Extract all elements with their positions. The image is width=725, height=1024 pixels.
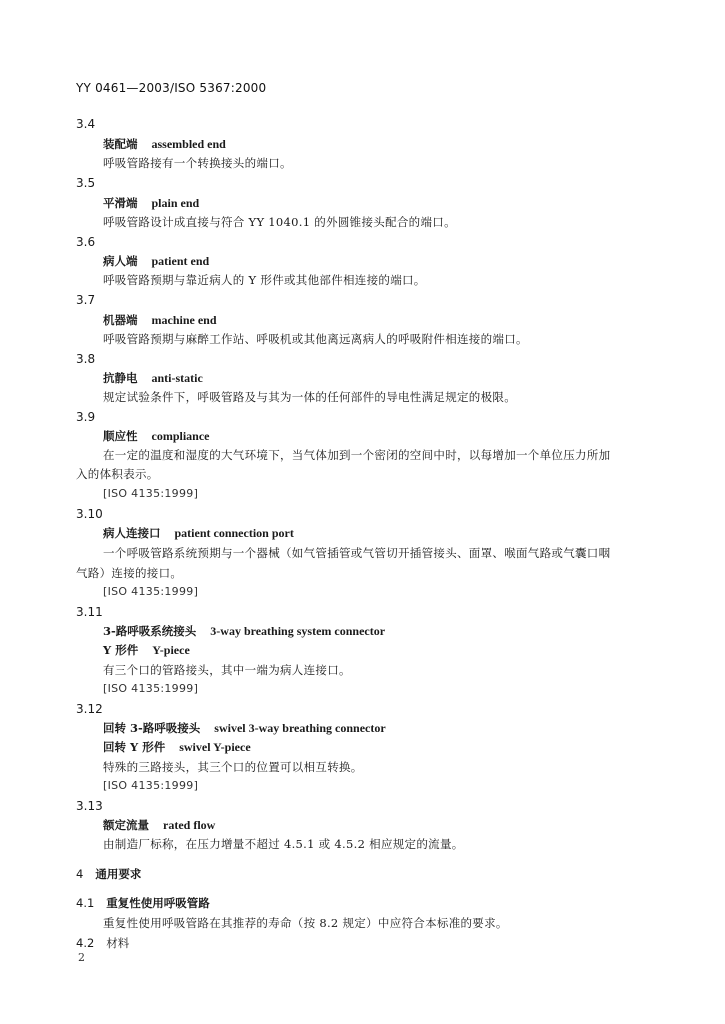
term-heading: [103, 818, 215, 832]
term-en: rated flow: [163, 818, 216, 832]
section-number: 4: [76, 867, 84, 881]
term-zh-alt: Y 形件: [103, 643, 139, 657]
term-heading-alt: [103, 740, 251, 754]
clause-number: 3.11: [76, 605, 103, 619]
standard-header: YY 0461—2003/ISO 5367:2000: [76, 81, 267, 95]
term-heading-alt: [103, 643, 190, 657]
section-number: 4.1: [76, 896, 95, 910]
section-title: 材料: [106, 936, 130, 950]
clause-number: 3.6: [76, 235, 96, 249]
term-heading: [103, 137, 226, 151]
term-heading: [103, 371, 203, 385]
term-zh: 回转 3-路呼吸接头: [103, 721, 201, 735]
source-reference: [ISO 4135:1999]: [103, 487, 199, 500]
term-en-alt: swivel Y-piece: [179, 740, 251, 754]
term-heading: [103, 429, 210, 443]
term-definition: 呼吸管路设计成直接与符合 YY 1040.1 的外圆锥接头配合的端口。: [103, 215, 456, 229]
term-en: patient end: [151, 254, 210, 268]
term-heading: [103, 196, 199, 210]
clause-number: 3.4: [76, 117, 96, 131]
page-number: 2: [78, 951, 85, 964]
term-definition-continued: 气路）连接的接口。: [76, 566, 183, 580]
subsection-heading: [76, 896, 210, 910]
term-en: swivel 3-way breathing connector: [214, 721, 386, 735]
source-reference: [ISO 4135:1999]: [103, 585, 199, 598]
term-zh: 机器端: [103, 313, 138, 327]
term-definition: 呼吸管路预期与麻醉工作站、呼吸机或其他离远离病人的呼吸附件相连接的端口。: [103, 332, 528, 346]
term-en: 3-way breathing system connector: [210, 624, 386, 638]
term-heading: [103, 624, 385, 638]
term-definition: 呼吸管路接有一个转换接头的端口。: [103, 156, 292, 170]
section-title: 通用要求: [95, 867, 142, 881]
term-zh: 病人连接口: [103, 526, 161, 540]
term-definition: 规定试验条件下，呼吸管路及与其为一体的任何部件的导电性满足规定的极限。: [103, 390, 516, 404]
clause-number: 3.10: [76, 507, 103, 521]
section-number: 4.2: [76, 936, 95, 950]
clause-number: 3.9: [76, 410, 96, 424]
term-definition: 特殊的三路接头，其三个口的位置可以相互转换。: [103, 760, 363, 774]
term-definition: 在一定的温度和湿度的大气环境下，当气体加到一个密闭的空间中时，以每增加一个单位压力所加: [103, 448, 611, 462]
section-heading: [76, 867, 141, 881]
term-en: plain end: [151, 196, 200, 210]
clause-number: 3.8: [76, 352, 96, 366]
term-heading: [103, 313, 217, 327]
term-en: compliance: [151, 429, 210, 443]
term-zh: 顺应性: [103, 429, 138, 443]
section-body: 重复性使用呼吸管路在其推荐的寿命（按 8.2 规定）中应符合本标准的要求。: [103, 916, 508, 930]
term-en: patient connection port: [174, 526, 294, 540]
term-zh: 病人端: [103, 254, 138, 268]
term-definition: 一个呼吸管路系统预期与一个器械（如气管插管或气管切开插管接头、面罩、喉面气路或气囊口咽: [103, 546, 611, 560]
term-en: machine end: [151, 313, 217, 327]
clause-number: 3.7: [76, 293, 96, 307]
clause-number: 3.5: [76, 176, 96, 190]
term-heading: [103, 526, 294, 540]
term-zh: 平滑端: [103, 196, 138, 210]
source-reference: [ISO 4135:1999]: [103, 682, 199, 695]
term-en-alt: Y-piece: [152, 643, 190, 657]
term-definition: 呼吸管路预期与靠近病人的 Y 形件或其他部件相连接的端口。: [103, 273, 426, 287]
term-heading: [103, 721, 386, 735]
source-reference: [ISO 4135:1999]: [103, 779, 199, 792]
term-zh: 装配端: [103, 137, 138, 151]
subsection-heading: [76, 936, 129, 950]
clause-number: 3.12: [76, 702, 103, 716]
clause-number: 3.13: [76, 799, 103, 813]
term-zh: 3-路呼吸系统接头: [103, 624, 197, 638]
section-title: 重复性使用呼吸管路: [106, 896, 210, 910]
term-definition: 由制造厂标称，在压力增量不超过 4.5.1 或 4.5.2 相应规定的流量。: [103, 837, 464, 851]
term-zh-alt: 回转 Y 形件: [103, 740, 166, 754]
term-definition: 有三个口的管路接头，其中一端为病人连接口。: [103, 663, 351, 677]
term-zh: 额定流量: [103, 818, 149, 832]
term-zh: 抗静电: [103, 371, 138, 385]
term-definition-continued: 入的体积表示。: [76, 467, 159, 481]
term-heading: [103, 254, 209, 268]
term-en: assembled end: [151, 137, 226, 151]
term-en: anti-static: [151, 371, 203, 385]
